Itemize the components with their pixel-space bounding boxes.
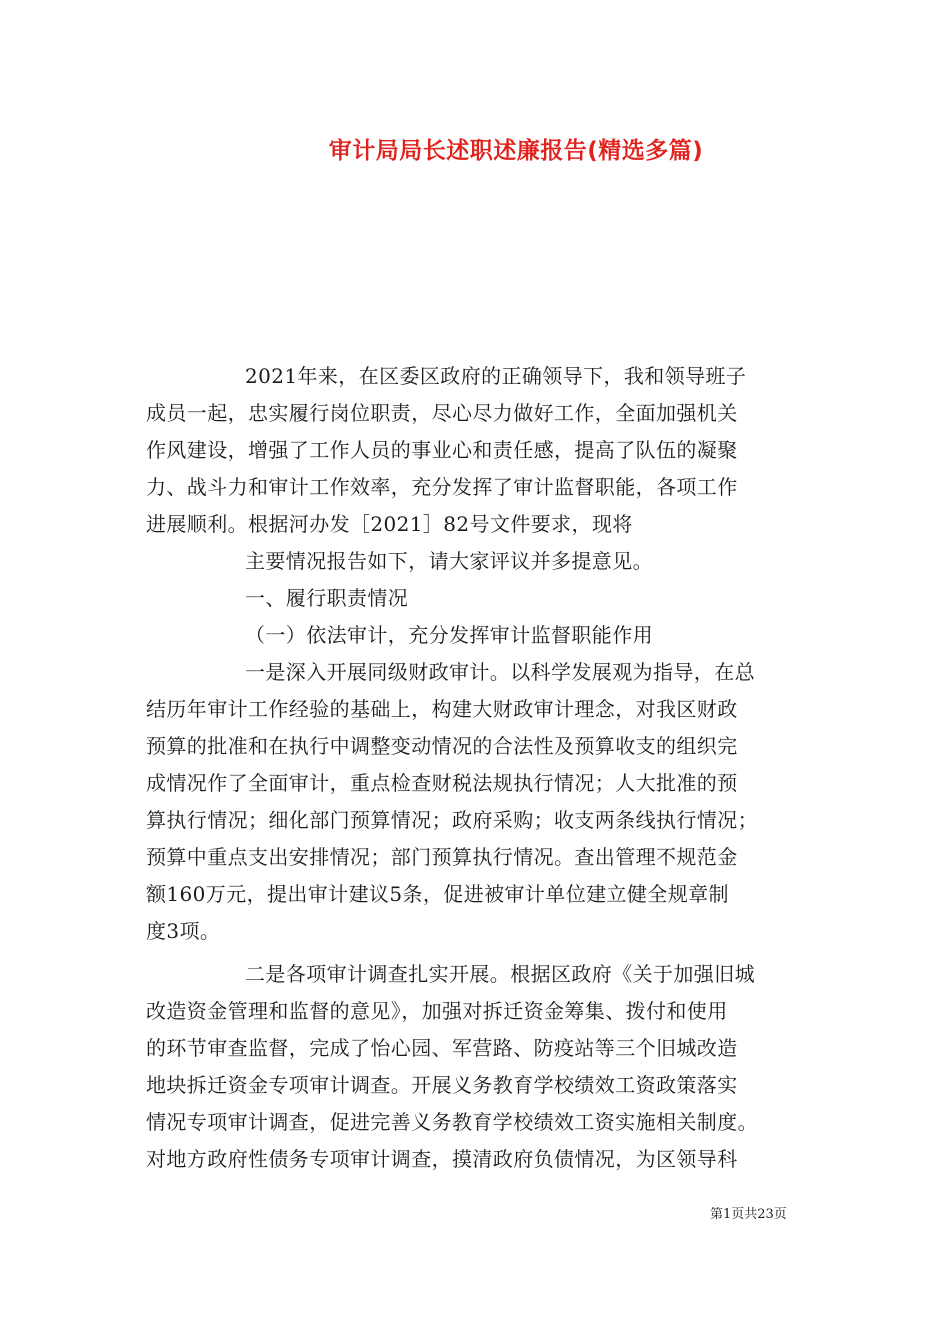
paragraph-line: 一是深入开展同级财政审计。以科学发展观为指导，在总 <box>245 660 755 684</box>
paragraph-line: 算执行情况；细化部门预算情况；政府采购；收支两条线执行情况； <box>146 808 758 832</box>
paragraph-line: 成情况作了全面审计，重点检查财税法规执行情况；人大批准的预 <box>146 771 738 795</box>
paragraph-line: 地块拆迁资金专项审计调查。开展义务教育学校绩效工资政策落实 <box>146 1073 738 1097</box>
paragraph-line: 结历年审计工作经验的基础上，构建大财政审计理念，对我区财政 <box>146 697 738 721</box>
document-title: 审计局局长述职述廉报告(精选多篇) <box>328 138 704 164</box>
section-heading: 一、履行职责情况 <box>245 586 409 610</box>
paragraph-line: 预算的批准和在执行中调整变动情况的合法性及预算收支的组织完 <box>146 734 738 758</box>
subsection-heading: （一）依法审计，充分发挥审计监督职能作用 <box>245 623 653 647</box>
paragraph-line: 作风建设，增强了工作人员的事业心和责任感，提高了队伍的凝聚 <box>146 438 738 462</box>
paragraph-line: 二是各项审计调查扎实开展。根据区政府《关于加强旧城 <box>245 962 755 986</box>
paragraph-line: 改造资金管理和监督的意见》，加强对拆迁资金筹集、拨付和使用 <box>146 999 728 1023</box>
document-body <box>146 358 818 1178</box>
paragraph-line: 预算中重点支出安排情况；部门预算执行情况。查出管理不规范金 <box>146 845 738 869</box>
page-number-footer: 第1页共23页 <box>710 1207 787 1222</box>
paragraph-line: 力、战斗力和审计工作效率，充分发挥了审计监督职能，各项工作 <box>146 475 738 499</box>
paragraph-line: 对地方政府性债务专项审计调查，摸清政府负债情况，为区领导科 <box>146 1147 738 1171</box>
paragraph-line: 成员一起，忠实履行岗位职责，尽心尽力做好工作，全面加强机关 <box>146 401 738 425</box>
paragraph-line: 主要情况报告如下，请大家评议并多提意见。 <box>245 549 653 573</box>
paragraph-line: 度3项。 <box>146 919 221 943</box>
paragraph-line: 情况专项审计调查，促进完善义务教育学校绩效工资实施相关制度。 <box>146 1110 758 1134</box>
paragraph-line: 2021年来，在区委区政府的正确领导下，我和领导班子 <box>245 364 747 388</box>
paragraph-line: 额160万元，提出审计建议5条，促进被审计单位建立健全规章制 <box>146 882 729 906</box>
paragraph-line: 的环节审查监督，完成了怡心园、军营路、防疫站等三个旧城改造 <box>146 1036 738 1060</box>
paragraph-line: 进展顺利。根据河办发［2021］82号文件要求，现将 <box>146 512 633 536</box>
